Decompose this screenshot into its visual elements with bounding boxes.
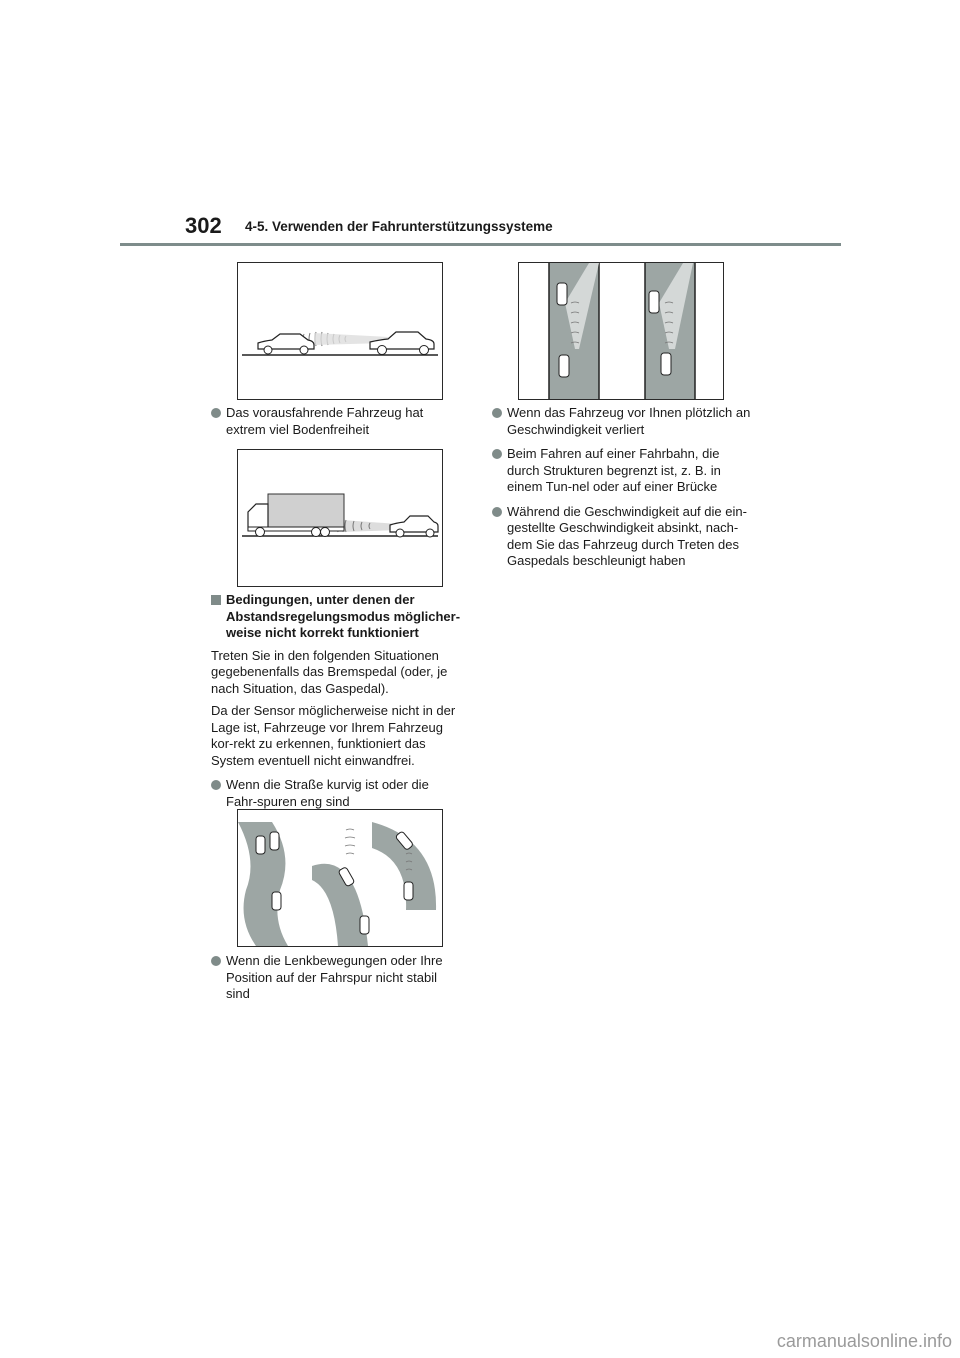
watermark-footer: carmanualsonline.info [776,1331,952,1351]
bullet-item: Wenn die Straße kurvig ist oder die Fahr-spuren eng sind [211,777,463,810]
header-rule [120,243,841,246]
paragraph: Treten Sie in den folgenden Situationen gegebenenfalls das Bremspedal (oder, je nach Situation, das Gaspedal). [211,647,448,696]
figure-curved-roads [237,809,443,947]
figure-high-clearance-vehicle [237,262,443,400]
bullet-item: Beim Fahren auf einer Fahrbahn, die durch Strukturen begrenzt ist, z. B. in einem Tun-nel oder auf einer Brücke [492,446,754,496]
own-car-icon [258,334,314,354]
figure-straight-lanes [518,262,724,400]
bullet-item: Wenn die Lenkbewegungen oder Ihre Position auf der Fahrspur nicht stabil sind [211,953,463,1003]
heading-square-icon [211,595,221,605]
bullet-dot-icon [492,507,502,517]
bullet-dot-icon [211,780,221,790]
paragraph: Da der Sensor möglicherweise nicht in der Lage ist, Fahrzeuge vor Ihrem Fahrzeug kor-rekt zu erkennen, funktioniert das System eventuell nicht einwandfrei. [211,703,456,768]
bullet-dot-icon [211,408,221,418]
truck-icon [248,494,344,537]
figure-truck-ahead [237,449,443,587]
section-title: 4-5. Verwenden der Fahrunterstützungssysteme [245,219,553,234]
sub-heading: Bedingungen, unter denen der Abstandsregelungsmodus möglicher-weise nicht korrekt funktioniert [211,592,463,642]
preceding-car-icon [370,332,434,355]
own-car-icon [390,516,438,537]
bullet-dot-icon [211,956,221,966]
page-number: 302 [185,213,222,238]
bullet-dot-icon [492,449,502,459]
bullet-item: Wenn das Fahrzeug vor Ihnen plötzlich an Geschwindigkeit verliert [492,405,754,438]
bullet-item: Das vorausfahrende Fahrzeug hat extrem viel Bodenfreiheit [211,405,461,438]
bullet-item: Während die Geschwindigkeit auf die ein-gestellte Geschwindigkeit absinkt, nach-dem Sie das Fahrzeug durch Treten des Gaspedals beschleunigt haben [492,504,754,570]
bullet-dot-icon [492,408,502,418]
